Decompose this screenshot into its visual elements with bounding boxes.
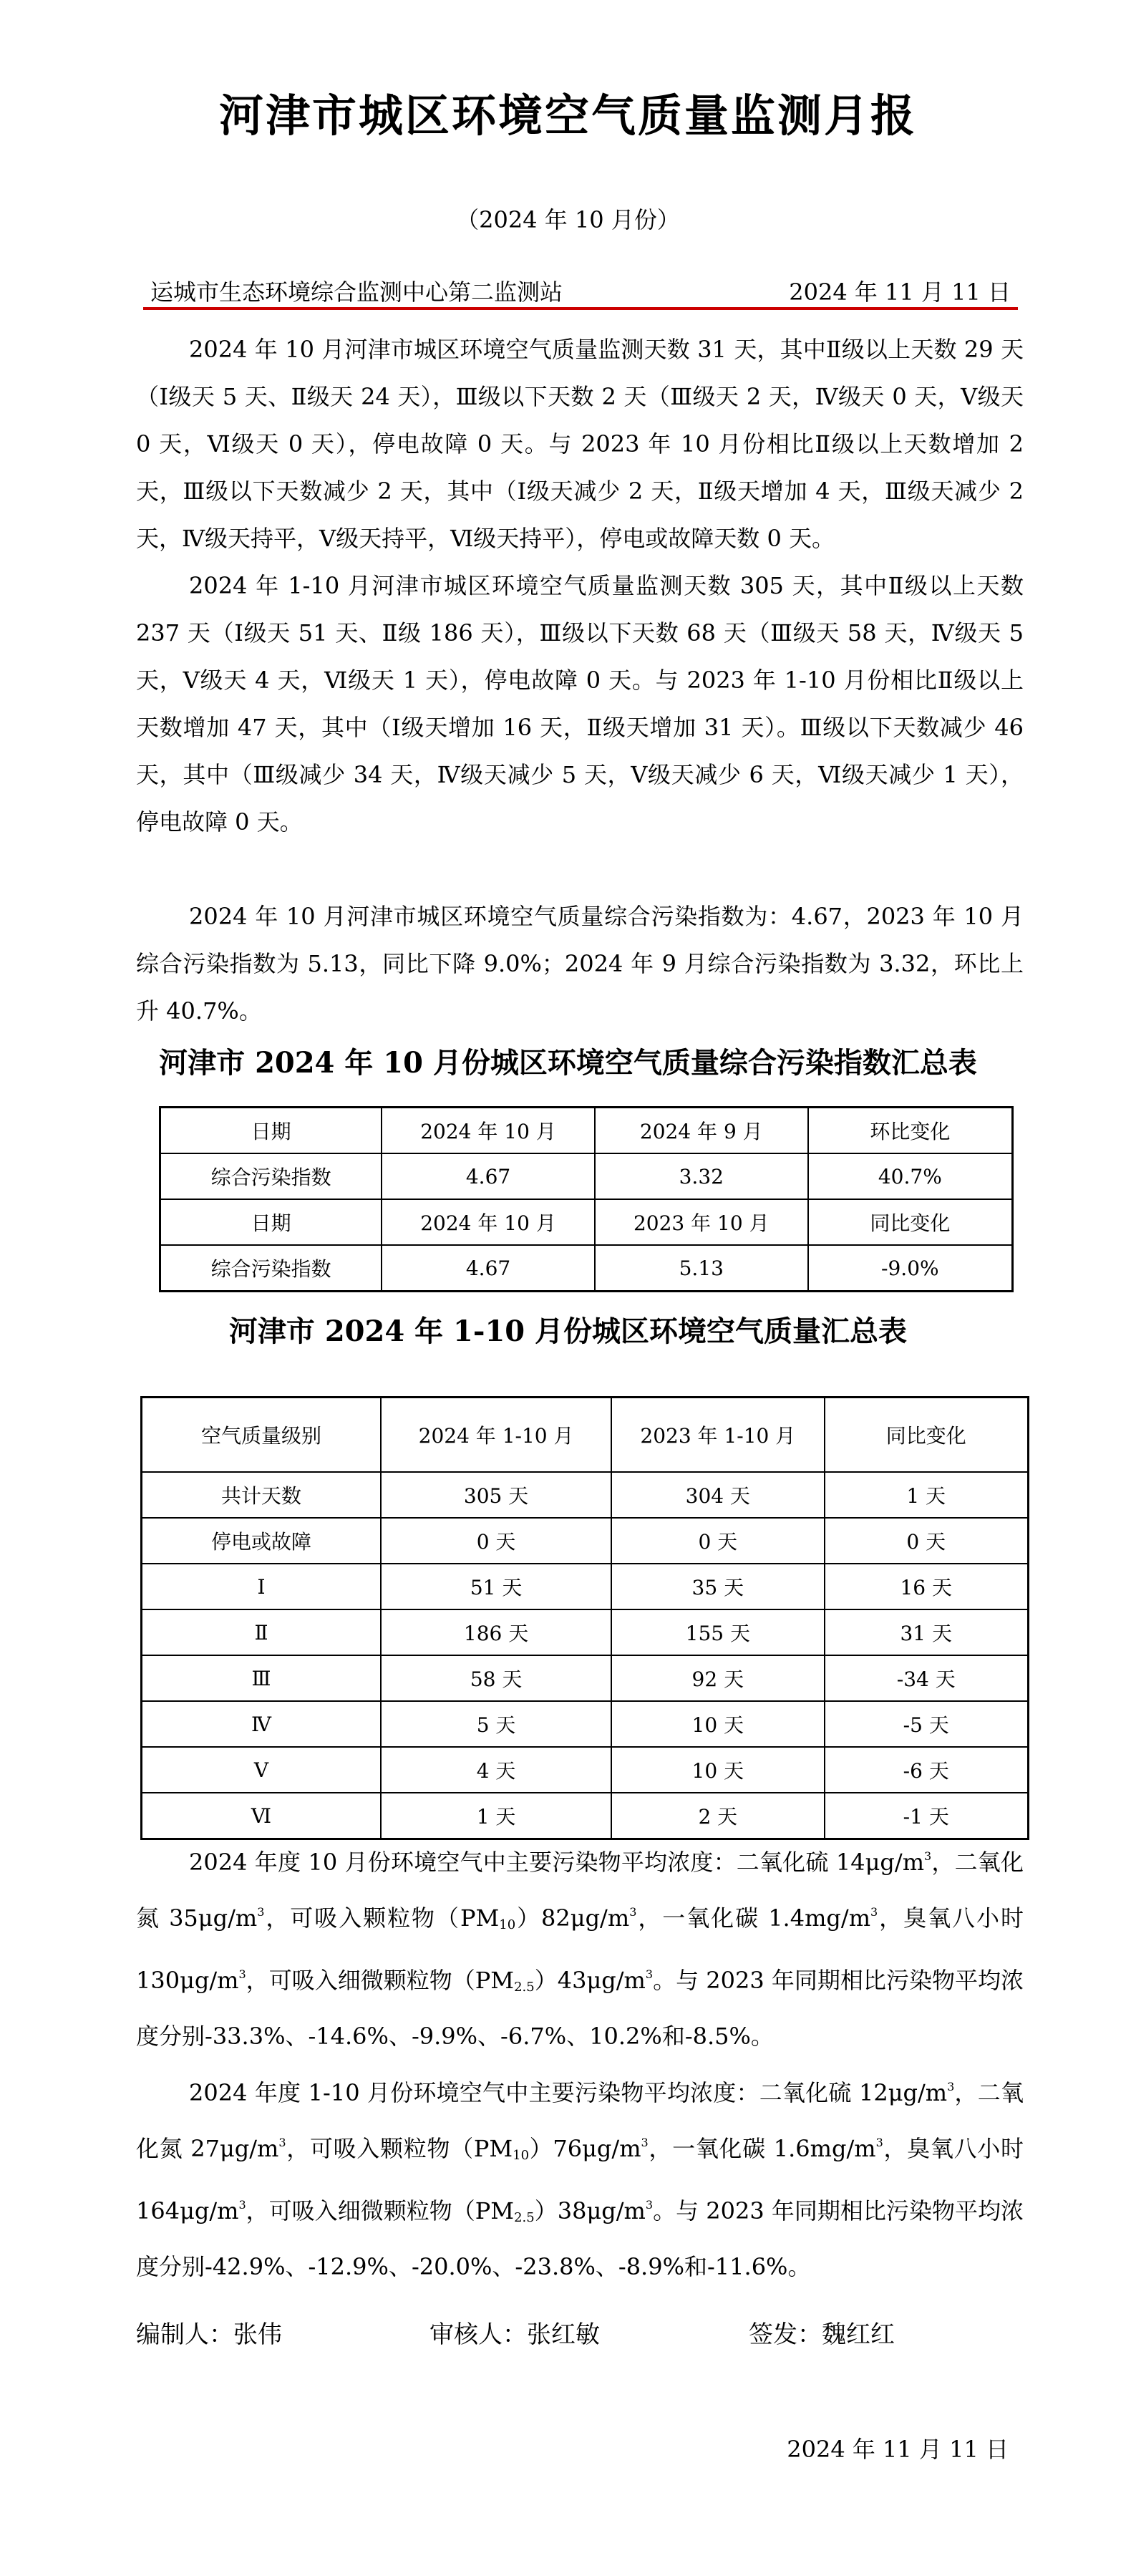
text-run: ，一氧化碳 1.4mg/m [636,1904,871,1932]
table-cell: Ⅳ [142,1701,382,1747]
pollution-index-table [159,1106,1014,1292]
table-row [142,1609,1029,1655]
table-cell: 综合污染指数 [160,1153,382,1199]
text-run: ，二氧化氮 27μg/m [136,2079,1024,2162]
table-cell: 92 天 [611,1655,824,1701]
table-cell: -6 天 [825,1747,1029,1793]
paragraph-monthly-days: 2024 年 10 月河津市城区环境空气质量监测天数 31 天，其中Ⅱ级以上天数 29 天（Ⅰ级天 5 天、Ⅱ级天 24 天），Ⅲ级以下天数 2 天（Ⅲ级天 2 天，Ⅳ级天 0 天，Ⅴ级天 0 天，Ⅵ级天 0 天），停电故障 0 天。与 2023 年 10 月份相比Ⅱ级以上天数增加 2 天，Ⅲ级以下天数减少 2 天，其中（Ⅰ级天减少 2 天，Ⅱ级天增加 4 天，Ⅲ级天减少 2 天，Ⅳ级天持平，Ⅴ级天持平，Ⅵ级天持平），停电或故障天数 0 天。 [136,336,1024,552]
table-cell: 31 天 [825,1609,1029,1655]
table-cell: 51 天 [381,1564,611,1609]
superscript: 3 [278,2136,286,2149]
table-cell: 5.13 [595,1245,808,1292]
text-run: 。与 2023 年同期相比污染物平均浓度分别-42.9%、-12.9%、-20.0%、-23.8%、-8.9%和-11.6%。 [136,2197,1024,2280]
superscript: 3 [641,2136,649,2149]
text-run: ，臭氧八小时 164μg/m [136,2135,1024,2224]
table-cell: 305 天 [381,1472,611,1518]
table-header-row [142,1398,1029,1473]
table-cell: -5 天 [825,1701,1029,1747]
superscript: 3 [875,2136,883,2149]
text-run: ）43μg/m [534,1967,646,1994]
table-cell: 1 天 [825,1472,1029,1518]
table1-title: 河津市 2024 年 10 月份城区环境空气质量综合污染指数汇总表 [159,1046,977,1080]
table-row [142,1701,1029,1747]
table-cell: Ⅲ [142,1655,382,1701]
table-cell: 2024 年 9 月 [595,1108,808,1154]
text-run: ，可吸入颗粒物（PM [286,2135,513,2162]
table-cell: Ⅴ [142,1747,382,1793]
table-cell: 2 天 [611,1793,824,1839]
table-cell: 3.32 [595,1153,808,1199]
text-run: 2024 年度 10 月份环境空气中主要污染物平均浓度：二氧化硫 14μg/m [189,1849,925,1876]
table-cell: 4.67 [382,1245,595,1292]
superscript: 3 [257,1905,265,1919]
table-cell: 5 天 [381,1701,611,1747]
subscript: 10 [499,1917,516,1932]
table-header-cell: 2023 年 1-10 月 [611,1398,824,1473]
table-cell: -9.0% [808,1245,1013,1292]
table-cell: -1 天 [825,1793,1029,1839]
table-cell: 1 天 [381,1793,611,1839]
table-cell: 10 天 [611,1701,824,1747]
table-row [142,1564,1029,1609]
table-cell: 4.67 [382,1153,595,1199]
table-cell: 日期 [160,1108,382,1154]
table-cell: 186 天 [381,1609,611,1655]
table-cell: -34 天 [825,1655,1029,1701]
table-cell: 10 天 [611,1747,824,1793]
table-cell: 58 天 [381,1655,611,1701]
paragraph-ytd-days: 2024 年 1-10 月河津市城区环境空气质量监测天数 305 天，其中Ⅱ级以上天数 237 天（Ⅰ级天 51 天、Ⅱ级 186 天），Ⅲ级以下天数 68 天（Ⅲ级天 58 天，Ⅳ级天 5 天，Ⅴ级天 4 天，Ⅵ级天 1 天），停电故障 0 天。与 2023 年 1-10 月份相比Ⅱ级以上天数增加 47 天，其中（Ⅰ级天增加 16 天，Ⅱ级天增加 31 天）。Ⅲ级以下天数减少 46 天，其中（Ⅲ级减少 34 天，Ⅳ级天减少 5 天，Ⅴ级天减少 6 天，Ⅵ级天减少 1 天），停电故障 0 天。 [136,572,1024,836]
table-cell: 停电或故障 [142,1518,382,1564]
subscript: 2.5 [514,2210,535,2225]
compiler-name: 编制人：张伟 [136,2320,282,2349]
text-run: 2024 年度 1-10 月份环境空气中主要污染物平均浓度：二氧化硫 12μg/m [189,2079,948,2106]
superscript: 3 [238,2198,246,2212]
table-row [160,1108,1013,1154]
superscript: 3 [947,2080,955,2093]
superscript: 3 [645,1967,654,1981]
org-line [143,274,1018,310]
table-cell: 环比变化 [808,1108,1013,1154]
table-cell: 日期 [160,1199,382,1245]
table-cell: 同比变化 [808,1199,1013,1245]
table-cell: 40.7% [808,1153,1013,1199]
table-cell: 0 天 [611,1518,824,1564]
organization-name: 运城市生态环境综合监测中心第二监测站 [150,279,563,306]
text-run: ）76μg/m [529,2135,641,2162]
table-cell: 35 天 [611,1564,824,1609]
table-cell: 2023 年 10 月 [595,1199,808,1245]
table-cell: 综合污染指数 [160,1245,382,1292]
text-run: ）38μg/m [534,2197,646,2224]
table-cell: 0 天 [825,1518,1029,1564]
report-date: 2024 年 11 月 11 日 [789,279,1011,306]
text-run: ，一氧化碳 1.6mg/m [648,2135,876,2162]
text-run: ）82μg/m [515,1904,630,1932]
subscript: 10 [513,2148,530,2163]
table-row [160,1245,1013,1292]
air-quality-summary-table [140,1396,1029,1840]
table-header-cell: 同比变化 [825,1398,1029,1473]
superscript: 3 [629,1905,637,1919]
paragraph-ytd-pollutants [136,2062,1024,2292]
table-row [142,1518,1029,1564]
footer-date: 2024 年 11 月 11 日 [787,2436,1009,2463]
table-row [160,1199,1013,1245]
text-run: 。与 2023 年同期相比污染物平均浓度分别-33.3%、-14.6%、-9.9%、-6.7%、10.2%和-8.5%。 [136,1967,1024,2050]
table-row [142,1472,1029,1518]
report-period: （2024 年 10 月份） [456,206,680,233]
superscript: 3 [645,2198,654,2212]
table-cell: 2024 年 10 月 [382,1199,595,1245]
table-cell: 0 天 [381,1518,611,1564]
table-row [142,1655,1029,1701]
text-run: ，臭氧八小时 130μg/m [136,1904,1024,1994]
text-run: ，可吸入颗粒物（PM [264,1904,500,1932]
table-row [160,1153,1013,1199]
text-run: ，可吸入细微颗粒物（PM [246,2197,515,2224]
table-cell: 155 天 [611,1609,824,1655]
superscript: 3 [870,1905,878,1919]
paragraph-october-pollutants [136,1831,1024,2061]
table-cell: Ⅵ [142,1793,382,1839]
table-row [142,1747,1029,1793]
paragraph-pollution-index: 2024 年 10 月河津市城区环境空气质量综合污染指数为：4.67，2023 年 10 月综合污染指数为 5.13，同比下降 9.0%；2024 年 9 月综合污染指数为 3.32，环比上升 40.7%。 [136,903,1024,1025]
issuer-name: 签发：魏红红 [749,2320,895,2349]
table-header-cell: 空气质量级别 [142,1398,382,1473]
text-run: ，可吸入细微颗粒物（PM [246,1967,515,1994]
table-cell: 共计天数 [142,1472,382,1518]
table-cell: 304 天 [611,1472,824,1518]
text-run: ，二氧化氮 35μg/m [136,1849,1024,1932]
table2-title: 河津市 2024 年 1-10 月份城区环境空气质量汇总表 [228,1314,908,1348]
table-cell: 16 天 [825,1564,1029,1609]
table-cell: Ⅰ [142,1564,382,1609]
subscript: 2.5 [514,1980,535,1995]
table-cell: Ⅱ [142,1609,382,1655]
superscript: 3 [238,1967,246,1981]
report-title: 河津市城区环境空气质量监测月报 [218,89,917,142]
table-cell: 4 天 [381,1747,611,1793]
superscript: 3 [924,1849,932,1863]
table-cell: 2024 年 10 月 [382,1108,595,1154]
table-header-cell: 2024 年 1-10 月 [381,1398,611,1473]
reviewer-name: 审核人：张红敏 [429,2320,600,2349]
